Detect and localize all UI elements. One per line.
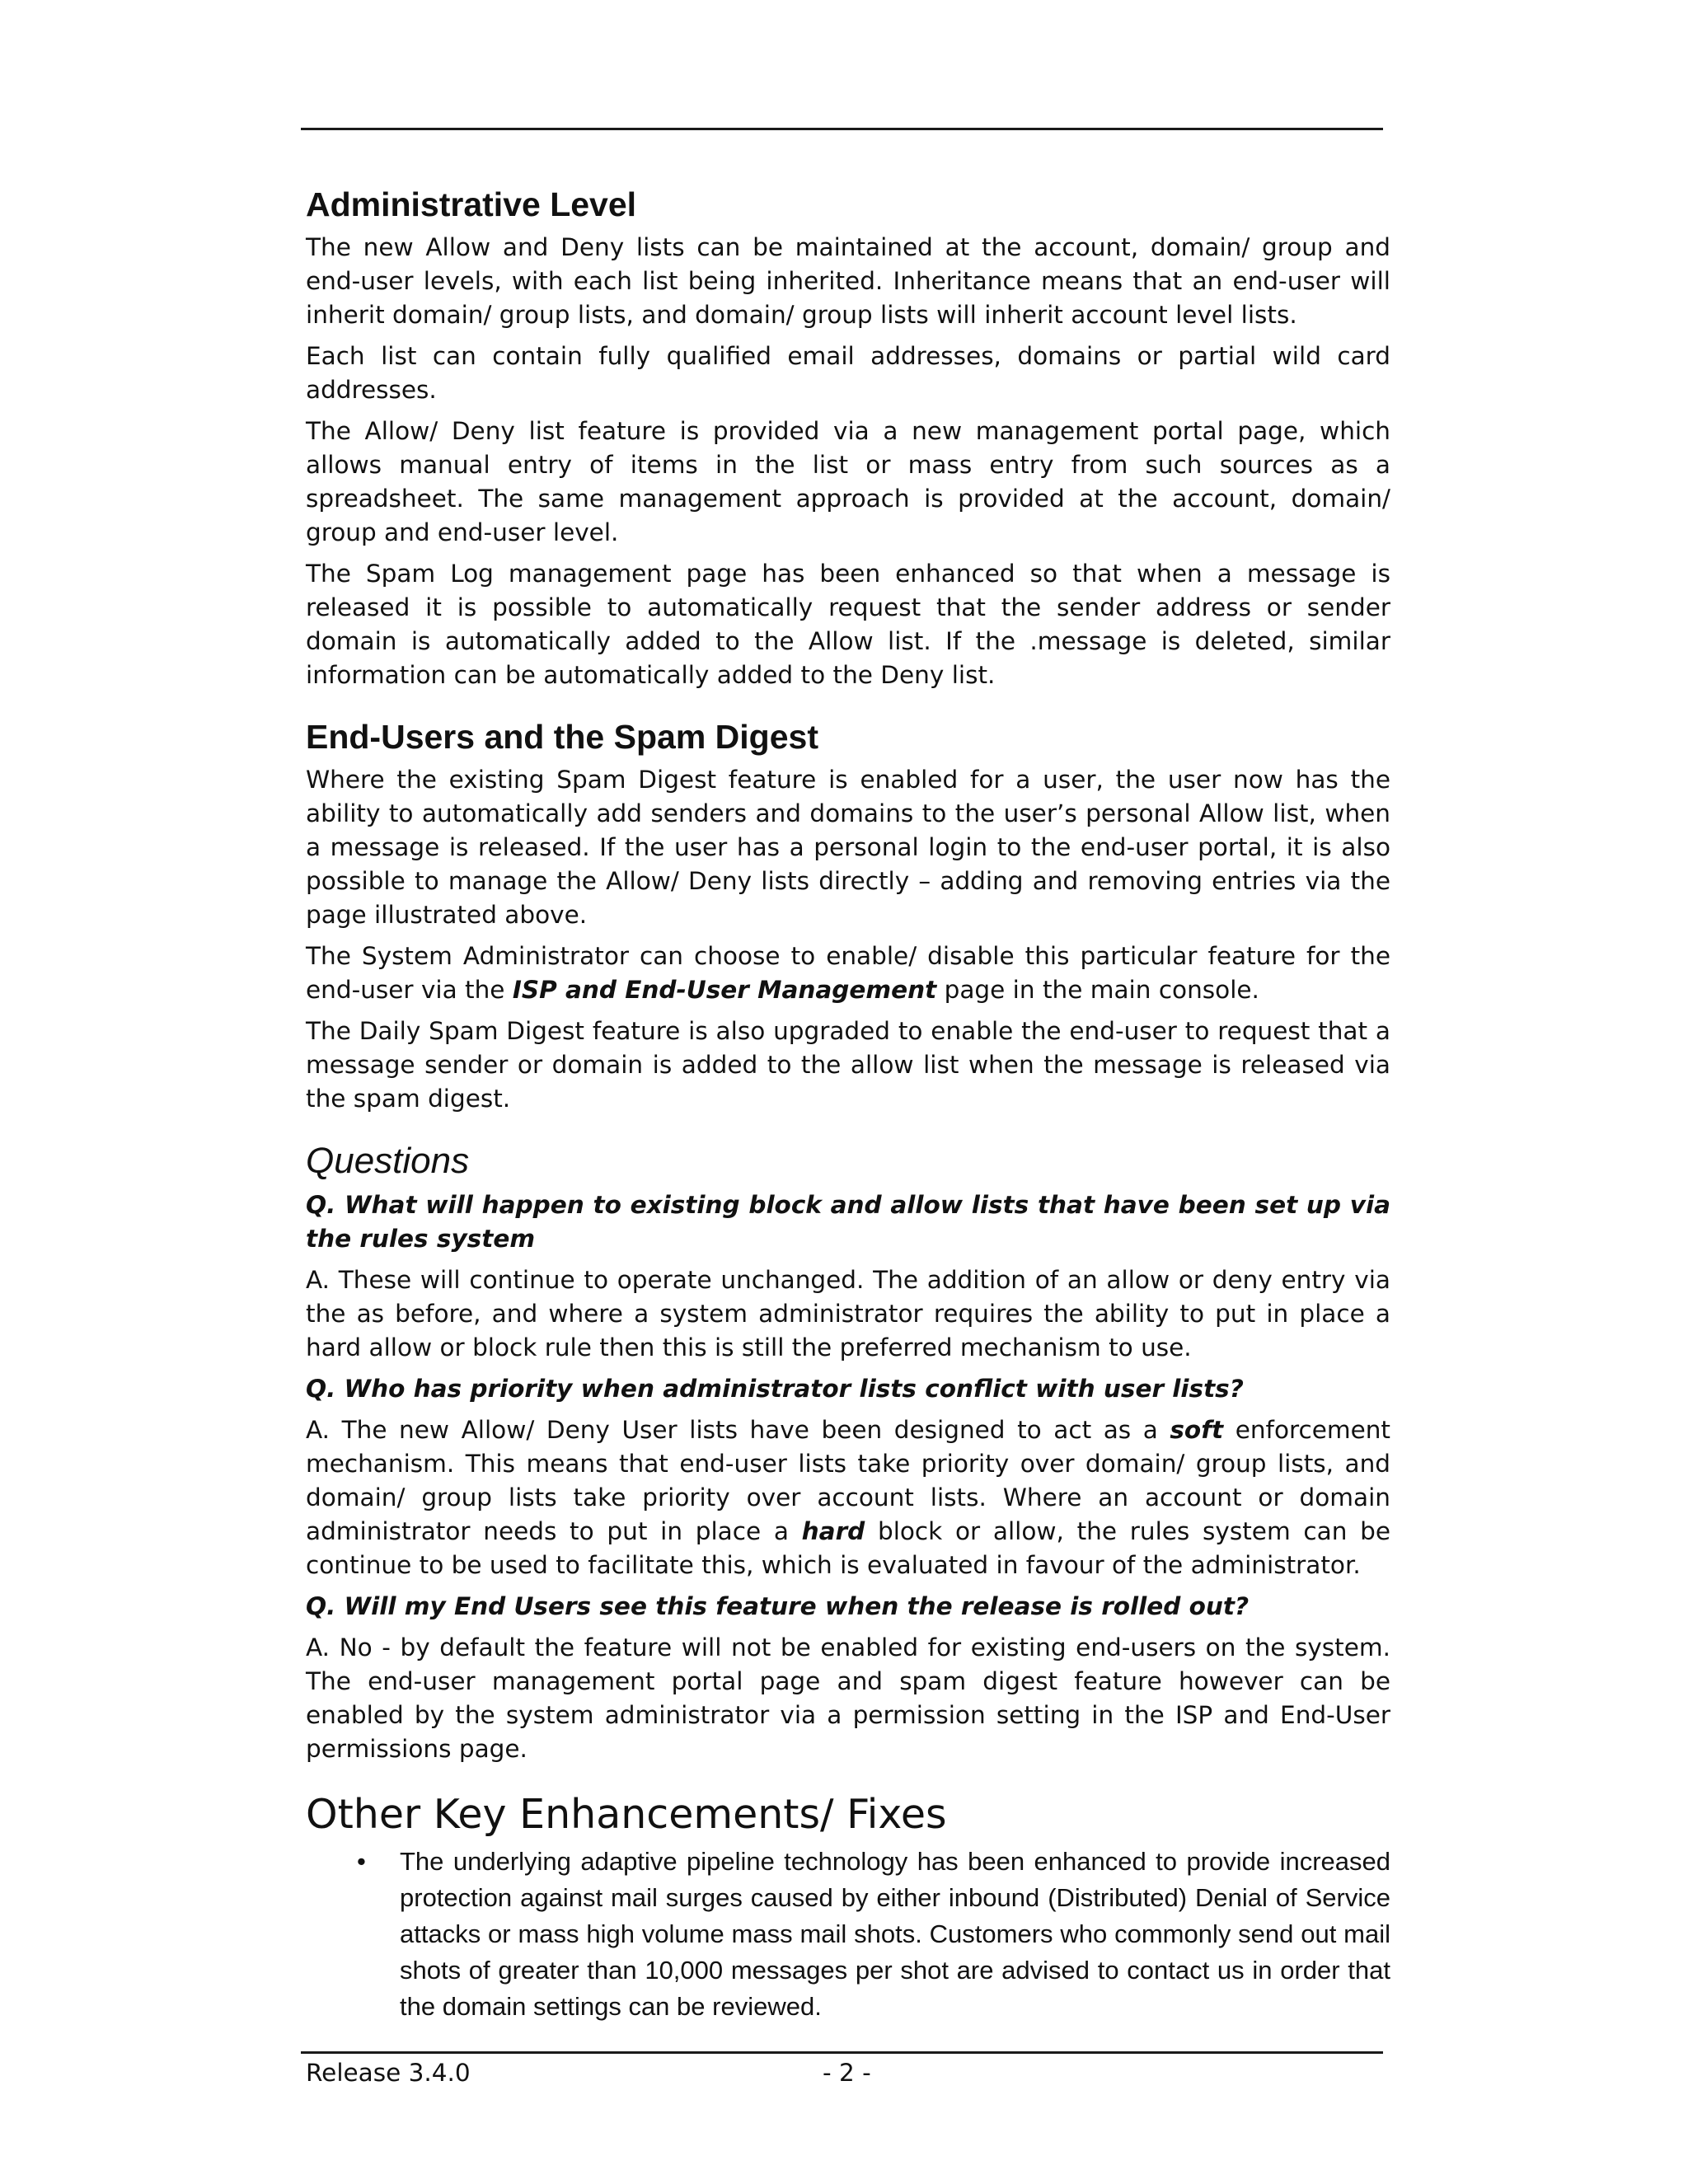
question: Q. Who has priority when administrator lists conflict with user lists?	[306, 1375, 1244, 1403]
emphasis-text: soft	[1170, 1416, 1224, 1444]
paragraph: The Allow/ Deny list feature is provided via a new management portal page, which allows manual entry of items in the list or mass entry from such sources as a spreadsheet. The same management approach is provided at the account, domain/ group and end-user level.	[306, 417, 1390, 546]
header-rule	[301, 128, 1383, 130]
question: Q. Will my End Users see this feature when the release is rolled out?	[306, 1592, 1250, 1620]
emphasis-text: ISP and End-User Management	[512, 976, 937, 1004]
answer	[306, 1413, 1390, 1582]
paragraph: The Daily Spam Digest feature is also upgraded to enable the end-user to request that a message sender or domain is added to the allow list when the message is released via the spam digest.	[306, 1017, 1390, 1113]
paragraph: The new Allow and Deny lists can be maintained at the account, domain/ group and end-user levels, with each list being inherited. Inheritance means that an end-user will inherit domain/ group lists, and domain/ group lists will inherit account level lists.	[306, 233, 1390, 329]
text-run: block or allow, the rules system can be continue to be used to facilitate this, which is evaluated in favour of the administrator.	[306, 1517, 1391, 1579]
paragraph: Each list can contain fully qualified email addresses, domains or partial wild card addresses.	[306, 342, 1390, 404]
paragraph: Where the existing Spam Digest feature is enabled for a user, the user now has the ability to automatically add senders and domains to the user’s personal Allow list, when a message is released. If the user has a personal login to the end-user portal, it is also possible to manage the Allow/ Deny lists directly – adding and removing entries via the page illustrated above.	[306, 766, 1390, 929]
paragraph	[306, 940, 1390, 1007]
answer: A. These will continue to operate unchanged. The addition of an allow or deny entry via the as before, and where a system administrator requires the ability to put in place a hard allow or block rule then this is still the preferred mechanism to use.	[306, 1266, 1390, 1361]
list-item	[306, 1844, 1390, 2025]
enhancement-list	[306, 1844, 1390, 2025]
bullet-icon: •	[357, 1847, 366, 1876]
section-heading-end-users: End-Users and the Spam Digest	[306, 718, 818, 756]
answer: A. No - by default the feature will not be enabled for existing end-users on the system. The end-user management portal page and spam digest feature however can be enabled by the system administrator via a permission setting in the ISP and End-User permissions page.	[306, 1633, 1390, 1763]
section-heading-questions: Questions	[306, 1141, 470, 1181]
emphasis-text: hard	[801, 1517, 865, 1545]
footer-release: Release 3.4.0	[306, 2059, 471, 2087]
page-body	[306, 183, 1390, 2025]
footer-rule	[301, 2051, 1383, 2054]
paragraph: The Spam Log management page has been enhanced so that when a message is released it is possible to automatically request that the sender address or sender domain is automatically added to the Allow list. If the .message is deleted, similar information can be automatically added to the Deny list.	[306, 560, 1390, 689]
list-item-text: The underlying adaptive pipeline technology has been enhanced to provide increased protection against mail surges caused by either inbound (Distributed) Denial of Service attacks or mass high volume mass mail shots. Customers who commonly send out mail shots of greater than 10,000 messages per shot are advised to contact us in order that the domain settings can be reviewed.	[400, 1847, 1390, 2021]
text-run: page in the main console.	[936, 976, 1259, 1004]
footer-page-number: - 2 -	[823, 2059, 871, 2087]
question: Q. What will happen to existing block and allow lists that have been set up via the rules system	[306, 1191, 1390, 1253]
text-run: The System Administrator can choose to enable/ disable this particular feature for the end-user via the	[306, 942, 1390, 1004]
text-run: enforcement mechanism. This means that end-user lists take priority over domain/ group lists, and domain/ group lists take priority over account lists. Where an account or domain administrator needs to put in place a	[306, 1416, 1390, 1545]
section-heading-administrative-level: Administrative Level	[306, 185, 637, 223]
section-heading-other-enhancements: Other Key Enhancements/ Fixes	[306, 1791, 947, 1838]
text-run: A. The new Allow/ Deny User lists have been designed to act as a	[306, 1416, 1170, 1444]
